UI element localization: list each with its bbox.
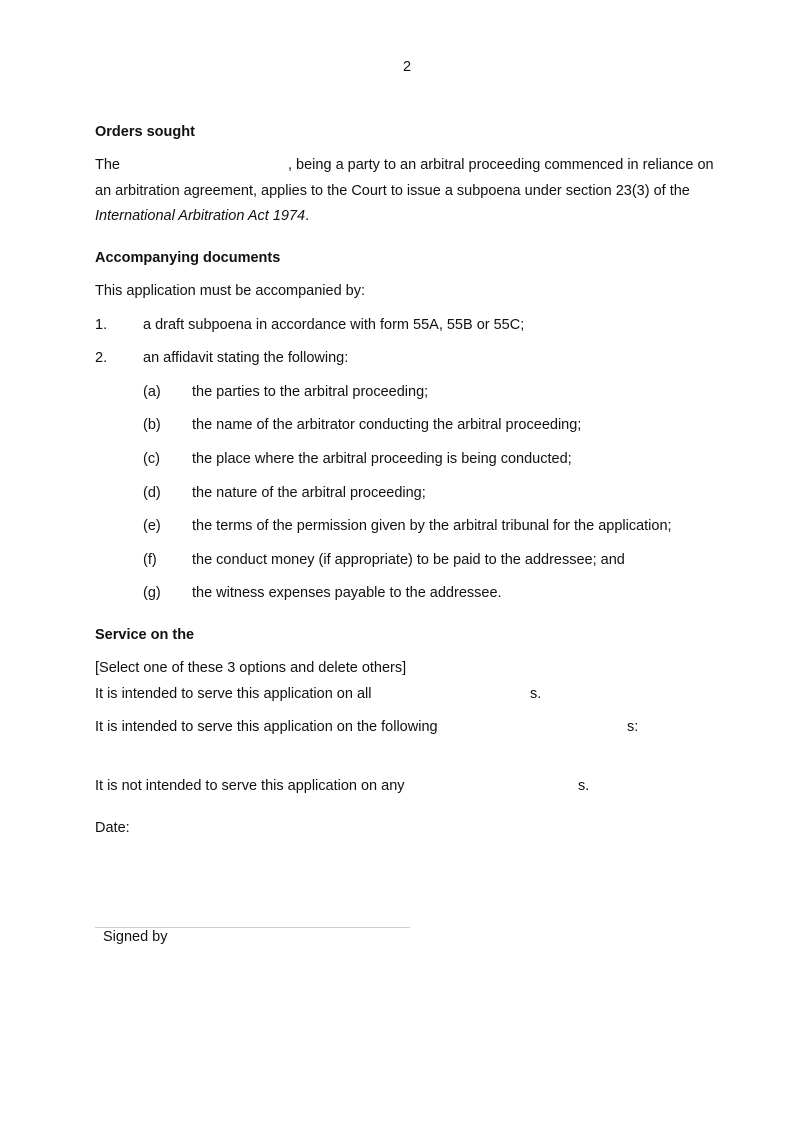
accompanying-documents-heading: Accompanying documents: [95, 250, 281, 266]
orders-para-line2: an arbitration agreement, applies to the Court to issue a subpoena under section 23(3) of the: [95, 183, 690, 199]
subitem-label: (a): [143, 384, 161, 400]
service-option-3-suffix: s.: [578, 778, 590, 794]
list-item-number: 2.: [95, 350, 108, 366]
subitem-text: the conduct money (if appropriate) to be paid to the addressee; and: [192, 552, 625, 568]
subitem-label: (e): [143, 518, 161, 534]
signature-line: [95, 927, 410, 928]
subitem-label: (g): [143, 585, 161, 601]
subitem-text: the name of the arbitrator conducting the arbitral proceeding;: [192, 417, 582, 433]
orders-para-line1-rest: , being a party to an arbitral proceeding commenced in reliance on: [288, 157, 714, 173]
subitem-label: (b): [143, 417, 161, 433]
orders-para-line3: [95, 208, 309, 224]
list-item-text: an affidavit stating the following:: [143, 350, 349, 366]
list-item-number: 1.: [95, 317, 108, 333]
subitem-text: the nature of the arbitral proceeding;: [192, 485, 426, 501]
service-option-3: It is not intended to serve this application on any: [95, 778, 405, 794]
service-heading: Service on the: [95, 627, 195, 643]
accompanying-intro: This application must be accompanied by:: [95, 283, 366, 299]
subitem-text: the terms of the permission given by the arbitral tribunal for the application;: [192, 518, 672, 534]
service-option-2: It is intended to serve this application on the following: [95, 719, 438, 735]
subitem-label: (f): [143, 552, 157, 568]
subitem-text: the place where the arbitral proceeding is being conducted;: [192, 451, 572, 467]
date-label: Date:: [95, 820, 130, 836]
subitem-label: (d): [143, 485, 161, 501]
subitem-text: the parties to the arbitral proceeding;: [192, 384, 429, 400]
subitem-label: (c): [143, 451, 160, 467]
service-option-1: It is intended to serve this application on all: [95, 686, 372, 702]
service-option-1-suffix: s.: [530, 686, 542, 702]
service-instruction: [Select one of these 3 options and delete others]: [95, 660, 407, 676]
act-period: .: [305, 208, 310, 224]
service-option-2-suffix: s:: [627, 719, 639, 735]
list-item-text: a draft subpoena in accordance with form 55A, 55B or 55C;: [143, 317, 525, 333]
orders-para-the: The: [95, 157, 120, 173]
page-number: 2: [403, 59, 412, 75]
signed-by-label: Signed by: [103, 929, 168, 945]
subitem-text: the witness expenses payable to the addressee.: [192, 585, 502, 601]
orders-sought-heading: Orders sought: [95, 124, 195, 140]
act-name: International Arbitration Act 1974: [95, 208, 306, 224]
